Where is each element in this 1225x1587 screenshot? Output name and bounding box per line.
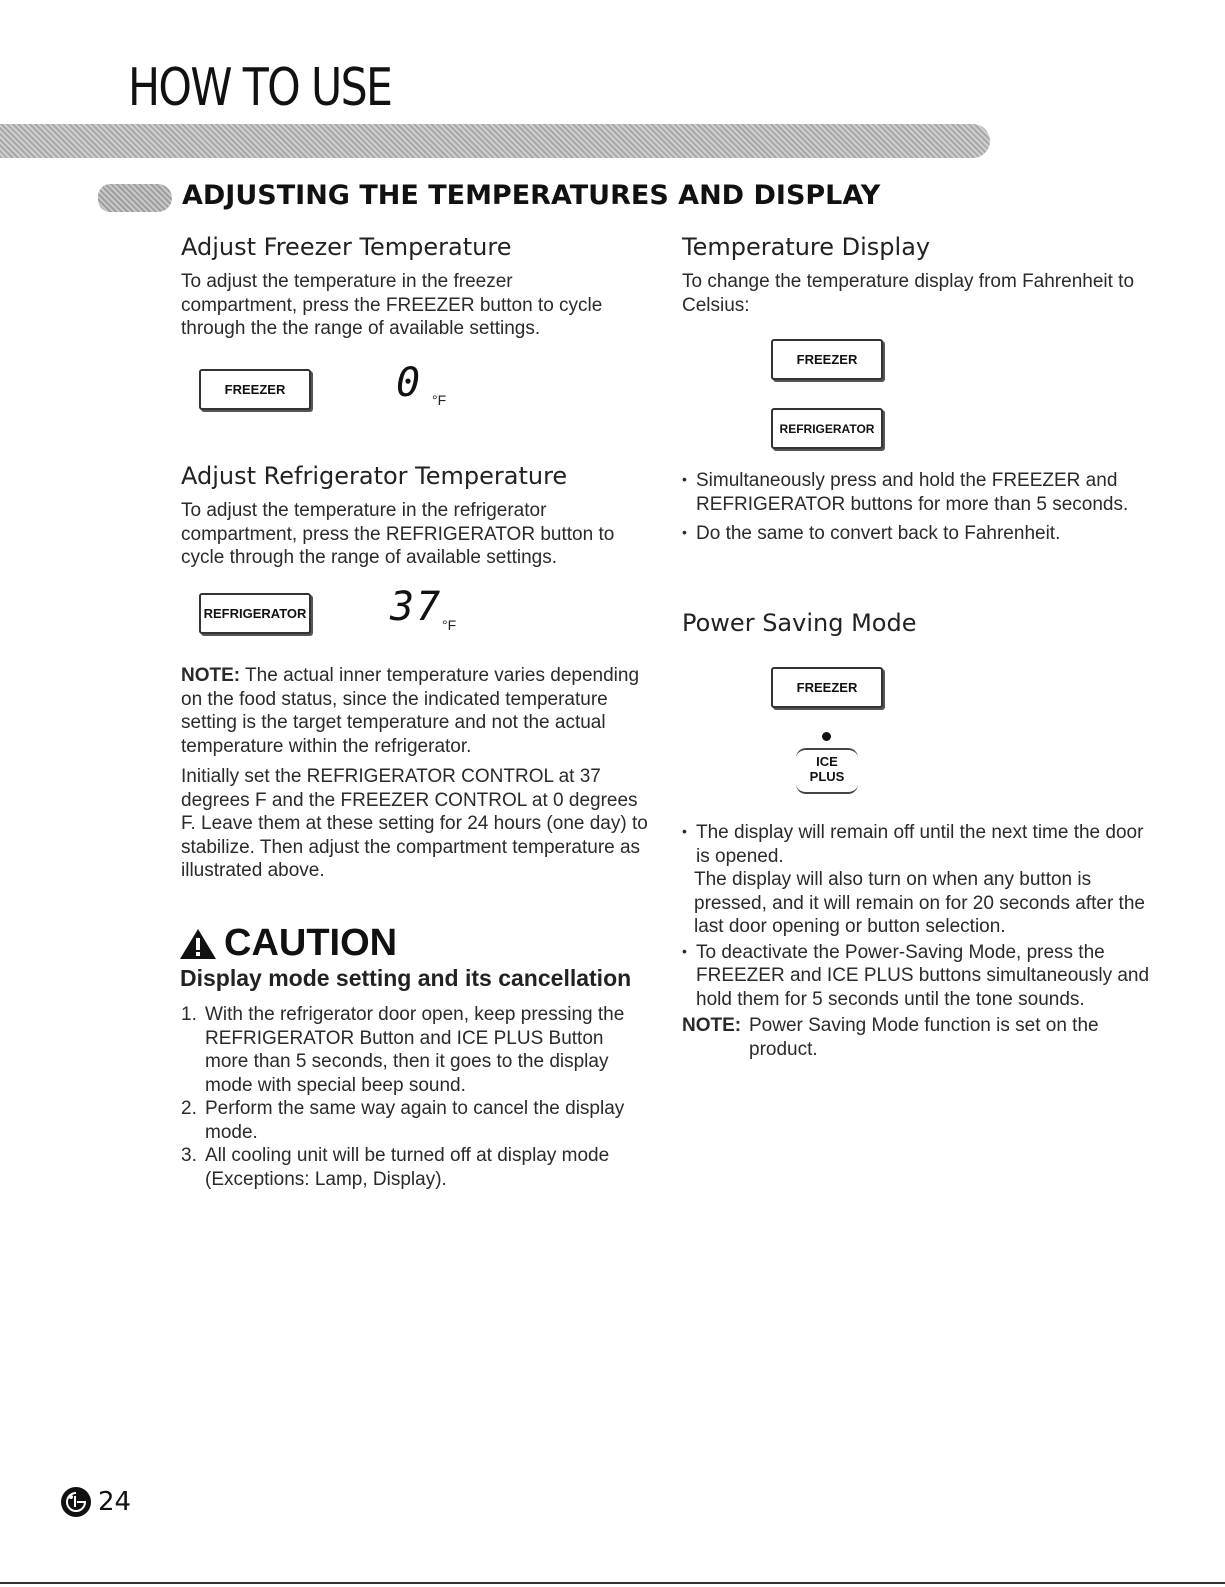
bullet-continuation: The display will also turn on when any button is pressed, and it will remain on for 20 seconds after the last door opening or button selection.: [694, 869, 1145, 937]
note-label: NOTE:: [181, 665, 241, 686]
note-text: The actual inner temperature varies depending on the food status, since the indicated temperature setting is the target temperature and not the actual temperature within the refrigerator.: [181, 665, 640, 757]
caution-heading: [178, 922, 397, 965]
bullet-item: • Simultaneously press and hold the FREEZER and REFRIGERATOR buttons for more than 5 seconds.: [682, 469, 1152, 516]
caution-title: CAUTION: [224, 922, 398, 964]
section-marker: [98, 184, 172, 212]
bullet-item: • The display will remain off until the next time the door is opened.: [682, 821, 1152, 868]
warning-icon: [178, 927, 218, 961]
section-title: ADJUSTING THE TEMPERATURES AND DISPLAY: [182, 180, 881, 211]
list-item-text: All cooling unit will be turned off at display mode (Exceptions: Lamp, Display).: [205, 1145, 610, 1190]
caution-list: [181, 1003, 651, 1191]
freezer-heading: Adjust Freezer Temperature: [181, 233, 512, 261]
temp-display-heading: Temperature Display: [682, 233, 931, 261]
bullet-item: • Do the same to convert back to Fahrenheit.: [682, 522, 1152, 546]
press-dot-icon: [822, 732, 831, 741]
refrigerator-text: To adjust the temperature in the refrigerator compartment, press the REFRIGERATOR button to cycle through the range of available settings.: [181, 500, 615, 568]
refrigerator-display-unit: °F: [442, 617, 457, 633]
power-saving-freezer-button: FREEZER: [771, 667, 883, 708]
page-footer: [60, 1486, 131, 1518]
note-label: NOTE:: [682, 1015, 742, 1036]
temp-display-freezer-button: FREEZER: [771, 339, 883, 380]
refrigerator-heading: Adjust Refrigerator Temperature: [181, 462, 568, 490]
plus-label: PLUS: [809, 769, 845, 784]
list-item-number: 1.: [181, 1004, 197, 1025]
ice-plus-button: [796, 748, 858, 794]
refrigerator-display-value: 37: [390, 584, 443, 630]
freezer-button: FREEZER: [199, 369, 311, 410]
list-item-number: 2.: [181, 1098, 197, 1119]
ice-label: ICE: [816, 754, 838, 769]
lg-logo-icon: [60, 1486, 92, 1518]
freezer-display-unit: °F: [432, 392, 447, 408]
header-bar: [0, 124, 990, 158]
bullet-item: • To deactivate the Power-Saving Mode, press the FREEZER and ICE PLUS buttons simultaneously and hold them for 5 seconds until the tone sounds.: [682, 941, 1152, 1012]
power-saving-note: [682, 1014, 1152, 1061]
list-item: [181, 1144, 651, 1191]
temp-display-bullets: [682, 469, 1152, 546]
power-saving-heading: Power Saving Mode: [682, 609, 917, 637]
page-number: 24: [98, 1487, 132, 1517]
list-item: [181, 1097, 651, 1144]
power-saving-bullets: [682, 821, 1152, 1061]
list-item-text: Perform the same way again to cancel the display mode.: [205, 1098, 625, 1143]
temp-display-text: To change the temperature display from Fahrenheit to Celsius:: [682, 271, 1135, 316]
note-paragraph: [181, 664, 651, 758]
caution-subtitle: Display mode setting and its cancellation: [180, 965, 632, 991]
freezer-display-value: 0: [396, 360, 423, 406]
temp-display-refrigerator-button: REFRIGERATOR: [771, 408, 883, 449]
bottom-rule: [0, 1582, 1225, 1584]
refrigerator-button: REFRIGERATOR: [199, 593, 311, 634]
list-item-text: With the refrigerator door open, keep pressing the REFRIGERATOR Button and ICE PLUS Button more than 5 seconds, then it goes to the display mode with special beep sound.: [205, 1004, 625, 1096]
page-header-title: HOW TO USE: [128, 58, 392, 118]
list-item-number: 3.: [181, 1145, 197, 1166]
freezer-text: To adjust the temperature in the freezer compartment, press the FREEZER button to cycle through the the range of available settings.: [181, 271, 603, 339]
initial-setting-text: Initially set the REFRIGERATOR CONTROL at 37 degrees F and the FREEZER CONTROL at 0 degrees F. Leave them at these setting for 24 hours (one day) to stabilize. Then adjust the compartment temperature as illustrated above.: [181, 766, 648, 881]
list-item: [181, 1003, 651, 1097]
note-text: Power Saving Mode function is set on the product.: [749, 1015, 1099, 1060]
